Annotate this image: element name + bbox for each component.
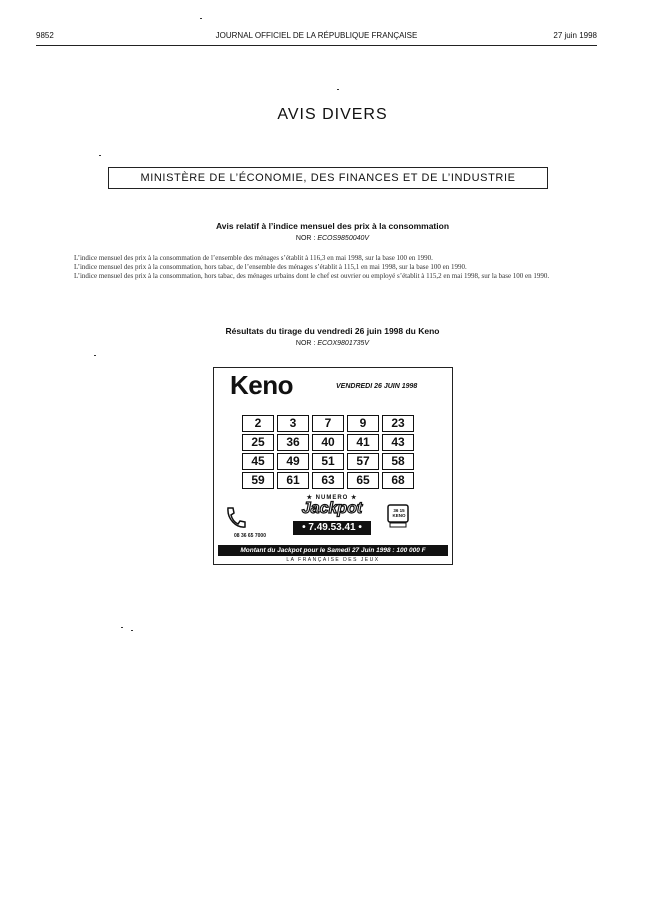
notice-title: Avis relatif à l’indice mensuel des prix à la consommation — [215, 221, 450, 231]
keno-logo: Keno — [230, 370, 293, 400]
results-nor — [0, 340, 665, 347]
phone-icon — [224, 506, 246, 530]
keno-ticket — [213, 367, 453, 565]
section-title: AVIS DIVERS — [277, 106, 388, 123]
scan-speck — [337, 89, 339, 90]
number-cell: 45 — [242, 453, 274, 470]
number-cell: 51 — [312, 453, 344, 470]
number-cell: 2 — [242, 415, 274, 432]
number-cell: 43 — [382, 434, 414, 451]
nor-label: NOR : — [295, 340, 316, 347]
journal-title: JOURNAL OFFICIEL DE LA RÉPUBLIQUE FRANÇAISE — [215, 31, 418, 40]
results-title: Résultats du tirage du vendredi 26 juin 1998 du Keno — [225, 326, 440, 336]
phone-number: 08 36 65 7000 — [234, 533, 266, 539]
paragraph: L’indice mensuel des prix à la consommation, hors tabac, de l’ensemble des ménages s’établit à 115,1 en mai 1998, sur la base 100 en 1990. — [74, 263, 467, 271]
number-cell: 23 — [382, 415, 414, 432]
number-cell: 49 — [277, 453, 309, 470]
number-cell: 59 — [242, 472, 274, 489]
scan-speck — [121, 627, 123, 628]
paragraph: L’indice mensuel des prix à la consommation, hors tabac, des ménages urbains dont le chef est ouvrier ou employé s’établit à 115,2 en mai 1998, sur la base 100 en 1990. — [74, 272, 550, 280]
scan-speck — [131, 630, 133, 631]
issue-date: 27 juin 1998 — [553, 31, 597, 40]
jackpot-block — [287, 494, 377, 538]
number-cell: 41 — [347, 434, 379, 451]
paragraph: L’indice mensuel des prix à la consommation de l’ensemble des ménages s’établit à 116,3 en mai 1998, sur la base 100 en 1990. — [74, 254, 433, 262]
number-cell: 57 — [347, 453, 379, 470]
jackpot-label: ★ NUMERO ★ — [306, 495, 358, 501]
number-cell: 25 — [242, 434, 274, 451]
scan-speck — [99, 155, 101, 156]
number-cell: 65 — [347, 472, 379, 489]
number-cell: 3 — [277, 415, 309, 432]
nor-code: ECOS9850040V — [317, 235, 370, 242]
page-header — [36, 31, 597, 45]
jackpot-number: • 7.49.53.41 • — [293, 521, 371, 535]
number-cell: 36 — [277, 434, 309, 451]
scan-speck — [94, 355, 96, 356]
jackpot-banner: Montant du Jackpot pour le Samedi 27 Juin 1998 : 100 000 F — [218, 545, 448, 556]
draw-date: VENDREDI 26 JUIN 1998 — [336, 383, 418, 390]
minitel-number: 36 15 KENO — [392, 508, 406, 518]
number-cell: 9 — [347, 415, 379, 432]
jackpot-word: Jackpot — [301, 500, 363, 517]
number-cell: 58 — [382, 453, 414, 470]
scan-speck — [200, 18, 202, 19]
nor-label: NOR : — [295, 235, 316, 242]
operator-name: LA FRANÇAISE DES JEUX — [286, 557, 380, 563]
nor-code: ECOX9801735V — [317, 340, 370, 347]
ministry-box: MINISTÈRE DE L’ÉCONOMIE, DES FINANCES ET DE L’INDUSTRIE — [108, 167, 548, 189]
notice-nor — [0, 235, 665, 242]
page-number: 9852 — [36, 31, 54, 40]
number-cell: 63 — [312, 472, 344, 489]
notice-body — [64, 254, 594, 281]
number-cell: 7 — [312, 415, 344, 432]
number-cell: 61 — [277, 472, 309, 489]
number-cell: 68 — [382, 472, 414, 489]
header-rule — [36, 45, 597, 46]
number-cell: 40 — [312, 434, 344, 451]
